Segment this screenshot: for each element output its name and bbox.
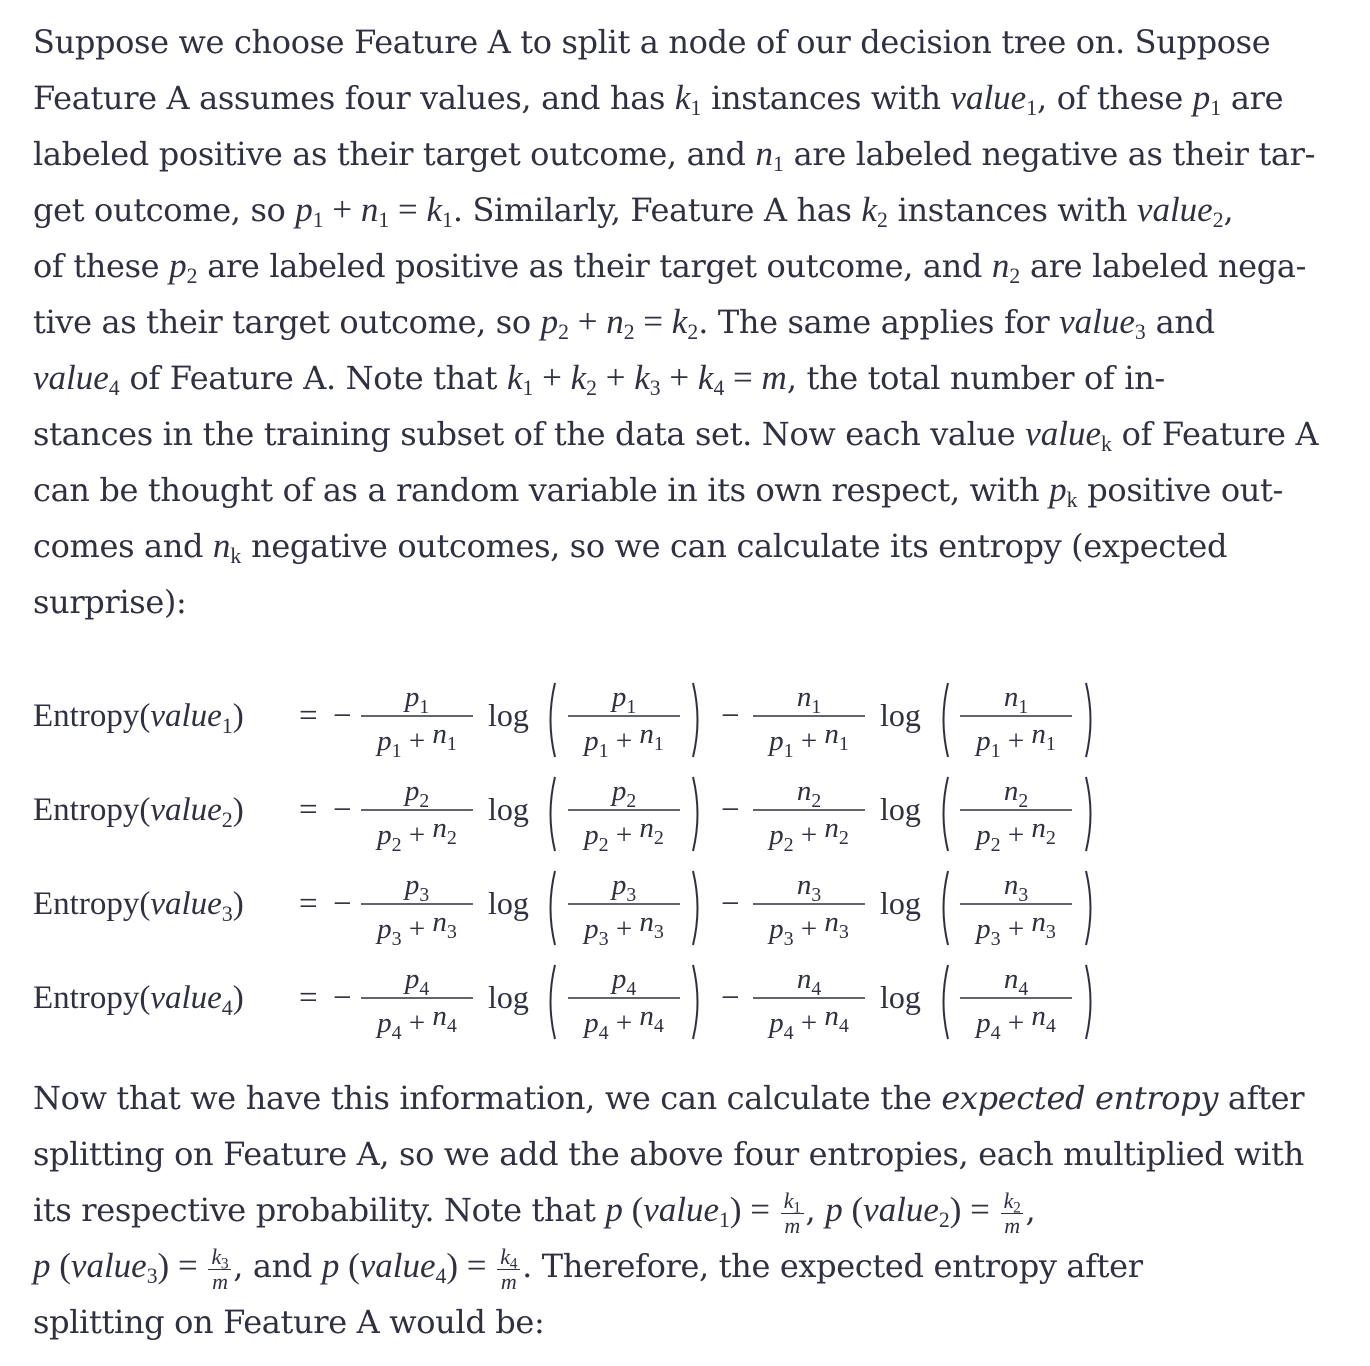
- eq-row-1-frac-n-inner-den: $p_1 + n_1$: [976, 718, 1056, 762]
- eq-row-1-frac-p-den: $p_1 + n_1$: [377, 718, 457, 762]
- para2-line-3: its respective probability. Note that p (value$_1$) = $\frac{k_1}{m}$ , p (value$_2$) = $\frac{k_2}{m}$ ,: [33, 1188, 1036, 1239]
- eq-row-3-lparen-2: [944, 871, 949, 945]
- eq-row-2-minus-1: −: [333, 792, 352, 828]
- eq-row-2-frac-p-num: $p_2$: [404, 775, 430, 812]
- eq-row-2-minus-2: −: [721, 792, 740, 828]
- eq-row-2-rparen-2: [1086, 777, 1091, 851]
- eq-row-4-frac-n-den: $p_4 + n_4$: [769, 1000, 849, 1044]
- para1-line-2: Feature A assumes four values, and has $k_1$ instances with value$_1$, of these $p_1$ are: [33, 78, 1284, 121]
- eq-row-3-frac-p-den: $p_3 + n_3$: [377, 906, 457, 950]
- eq-row-1-frac-p-inner-den: $p_1 + n_1$: [584, 718, 664, 762]
- eq-row-1-frac-p-inner-num: $p_1$: [611, 681, 637, 718]
- eq-row-4-lhs: Entropy(value$_4$): [33, 980, 244, 1020]
- eq-row-1-minus-1: −: [333, 698, 352, 734]
- eq-row-1-lparen-1: [551, 683, 556, 757]
- eq-row-4-frac-p-den: $p_4 + n_4$: [377, 1000, 457, 1044]
- para1-line-10: comes and $n_k$ negative outcomes, so we can calculate its entropy (expected: [33, 526, 1228, 569]
- eq-row-1-frac-n-den: $p_1 + n_1$: [769, 718, 849, 762]
- eq-row-2-lhs: Entropy(value$_2$): [33, 792, 244, 832]
- eq-row-1-frac-n-num: $n_1$: [796, 681, 822, 718]
- eq-row-4-frac-n-num: $n_4$: [796, 963, 822, 1000]
- para1-line-4: get outcome, so $p_1 + n_1 = k_1$. Similarly, Feature A has $k_2$ instances with value$_2$,: [33, 190, 1234, 233]
- eq-row-1-rparen-2: [1086, 683, 1091, 757]
- eq-row-4-equals: =: [299, 980, 318, 1016]
- eq-row-4-minus-2: −: [721, 980, 740, 1016]
- eq-row-3-rparen-2: [1086, 871, 1091, 945]
- eq-row-2-frac-n-inner-den: $p_2 + n_2$: [976, 812, 1056, 856]
- eq-row-2-lparen-2: [944, 777, 949, 851]
- eq-row-3-frac-p-inner-num: $p_3$: [611, 869, 637, 906]
- eq-row-4-lparen-1: [551, 965, 556, 1039]
- eq-row-1-rparen-1: [693, 683, 698, 757]
- para2-line-5: splitting on Feature A would be:: [33, 1303, 545, 1341]
- eq-row-3-frac-n-inner-num: $n_3$: [1003, 869, 1029, 906]
- eq-row-3-minus-2: −: [721, 886, 740, 922]
- para2-line-4: p (value$_3$) = $\frac{k_3}{m}$ , and p (value$_4$) = $\frac{k_4}{m}$ . Therefore, the expected entropy after: [33, 1244, 1143, 1295]
- eq-row-2-rparen-1: [693, 777, 698, 851]
- eq-row-4-lparen-2: [944, 965, 949, 1039]
- eq-row-2-frac-n-num: $n_2$: [796, 775, 822, 812]
- eq-row-3-frac-n-num: $n_3$: [796, 869, 822, 906]
- eq-row-1-frac-p-num: $p_1$: [404, 681, 430, 718]
- para1-line-6: tive as their target outcome, so $p_2 + n_2 = k_2$. The same applies for value$_3$ and: [33, 302, 1215, 345]
- eq-row-3-equals: =: [299, 886, 318, 922]
- eq-row-3-minus-1: −: [333, 886, 352, 922]
- entropy-equations: [33, 660, 1333, 1060]
- eq-row-4-frac-p-num: $p_4$: [404, 963, 430, 1000]
- eq-row-3-lparen-1: [551, 871, 556, 945]
- eq-row-1-lhs: Entropy(value$_1$): [33, 698, 244, 738]
- eq-row-1-lparen-2: [944, 683, 949, 757]
- eq-row-2-equals: =: [299, 792, 318, 828]
- eq-row-2-lparen-1: [551, 777, 556, 851]
- para1-line-1: Suppose we choose Feature A to split a node of our decision tree on. Suppose: [33, 23, 1271, 61]
- eq-row-3-frac-p-num: $p_3$: [404, 869, 430, 906]
- expected-entropy-paragraph: [33, 1070, 1333, 1350]
- para1-line-3: labeled positive as their target outcome, and $n_1$ are labeled negative as their tar-: [33, 134, 1316, 177]
- eq-row-3-log-2: log: [880, 885, 921, 921]
- para2-line-1: Now that we have this information, we can calculate the expected entropy after: [33, 1079, 1305, 1117]
- eq-row-2-frac-p-inner-num: $p_2$: [611, 775, 637, 812]
- eq-row-2-log-2: log: [880, 791, 921, 827]
- eq-row-1-equals: =: [299, 698, 318, 734]
- eq-row-3-frac-p-inner-den: $p_3 + n_3$: [584, 906, 664, 950]
- entropy-equations-svg: [33, 660, 1333, 1060]
- eq-row-4-frac-n-inner-num: $n_4$: [1003, 963, 1029, 1000]
- eq-row-4-frac-n-inner-den: $p_4 + n_4$: [976, 1000, 1056, 1044]
- eq-row-2-frac-p-inner-den: $p_2 + n_2$: [584, 812, 664, 856]
- eq-row-3-frac-n-den: $p_3 + n_3$: [769, 906, 849, 950]
- eq-row-4-frac-p-inner-num: $p_4$: [611, 963, 637, 1000]
- eq-row-4-rparen-1: [693, 965, 698, 1039]
- eq-row-2-frac-p-den: $p_2 + n_2$: [377, 812, 457, 856]
- eq-row-3-frac-n-inner-den: $p_3 + n_3$: [976, 906, 1056, 950]
- eq-row-1-frac-n-inner-num: $n_1$: [1003, 681, 1029, 718]
- eq-row-2-log-1: log: [488, 791, 529, 827]
- eq-row-4-log-2: log: [880, 979, 921, 1015]
- para1-line-7: value$_4$ of Feature A. Note that $k_1 + k_2 + k_3 + k_4 = m$, the total number of in-: [33, 358, 1165, 401]
- eq-row-3-rparen-1: [693, 871, 698, 945]
- para2-line-2: splitting on Feature A, so we add the above four entropies, each multiplied with: [33, 1135, 1304, 1173]
- intro-paragraph: [33, 14, 1333, 630]
- para1-line-11: surprise):: [33, 583, 187, 621]
- eq-row-4-frac-p-inner-den: $p_4 + n_4$: [584, 1000, 664, 1044]
- para1-line-5: of these $p_2$ are labeled positive as their target outcome, and $n_2$ are labeled nega-: [33, 246, 1307, 289]
- para1-line-9: can be thought of as a random variable in its own respect, with $p_k$ positive out-: [33, 470, 1283, 513]
- eq-row-2-frac-n-den: $p_2 + n_2$: [769, 812, 849, 856]
- eq-row-4-log-1: log: [488, 979, 529, 1015]
- eq-row-2-frac-n-inner-num: $n_2$: [1003, 775, 1029, 812]
- eq-row-3-lhs: Entropy(value$_3$): [33, 886, 244, 926]
- eq-row-1-log-2: log: [880, 697, 921, 733]
- eq-row-3-log-1: log: [488, 885, 529, 921]
- eq-row-4-rparen-2: [1086, 965, 1091, 1039]
- para1-line-8: stances in the training subset of the data set. Now each value value$_k$ of Feature A: [33, 414, 1319, 457]
- eq-row-4-minus-1: −: [333, 980, 352, 1016]
- eq-row-1-minus-2: −: [721, 698, 740, 734]
- eq-row-1-log-1: log: [488, 697, 529, 733]
